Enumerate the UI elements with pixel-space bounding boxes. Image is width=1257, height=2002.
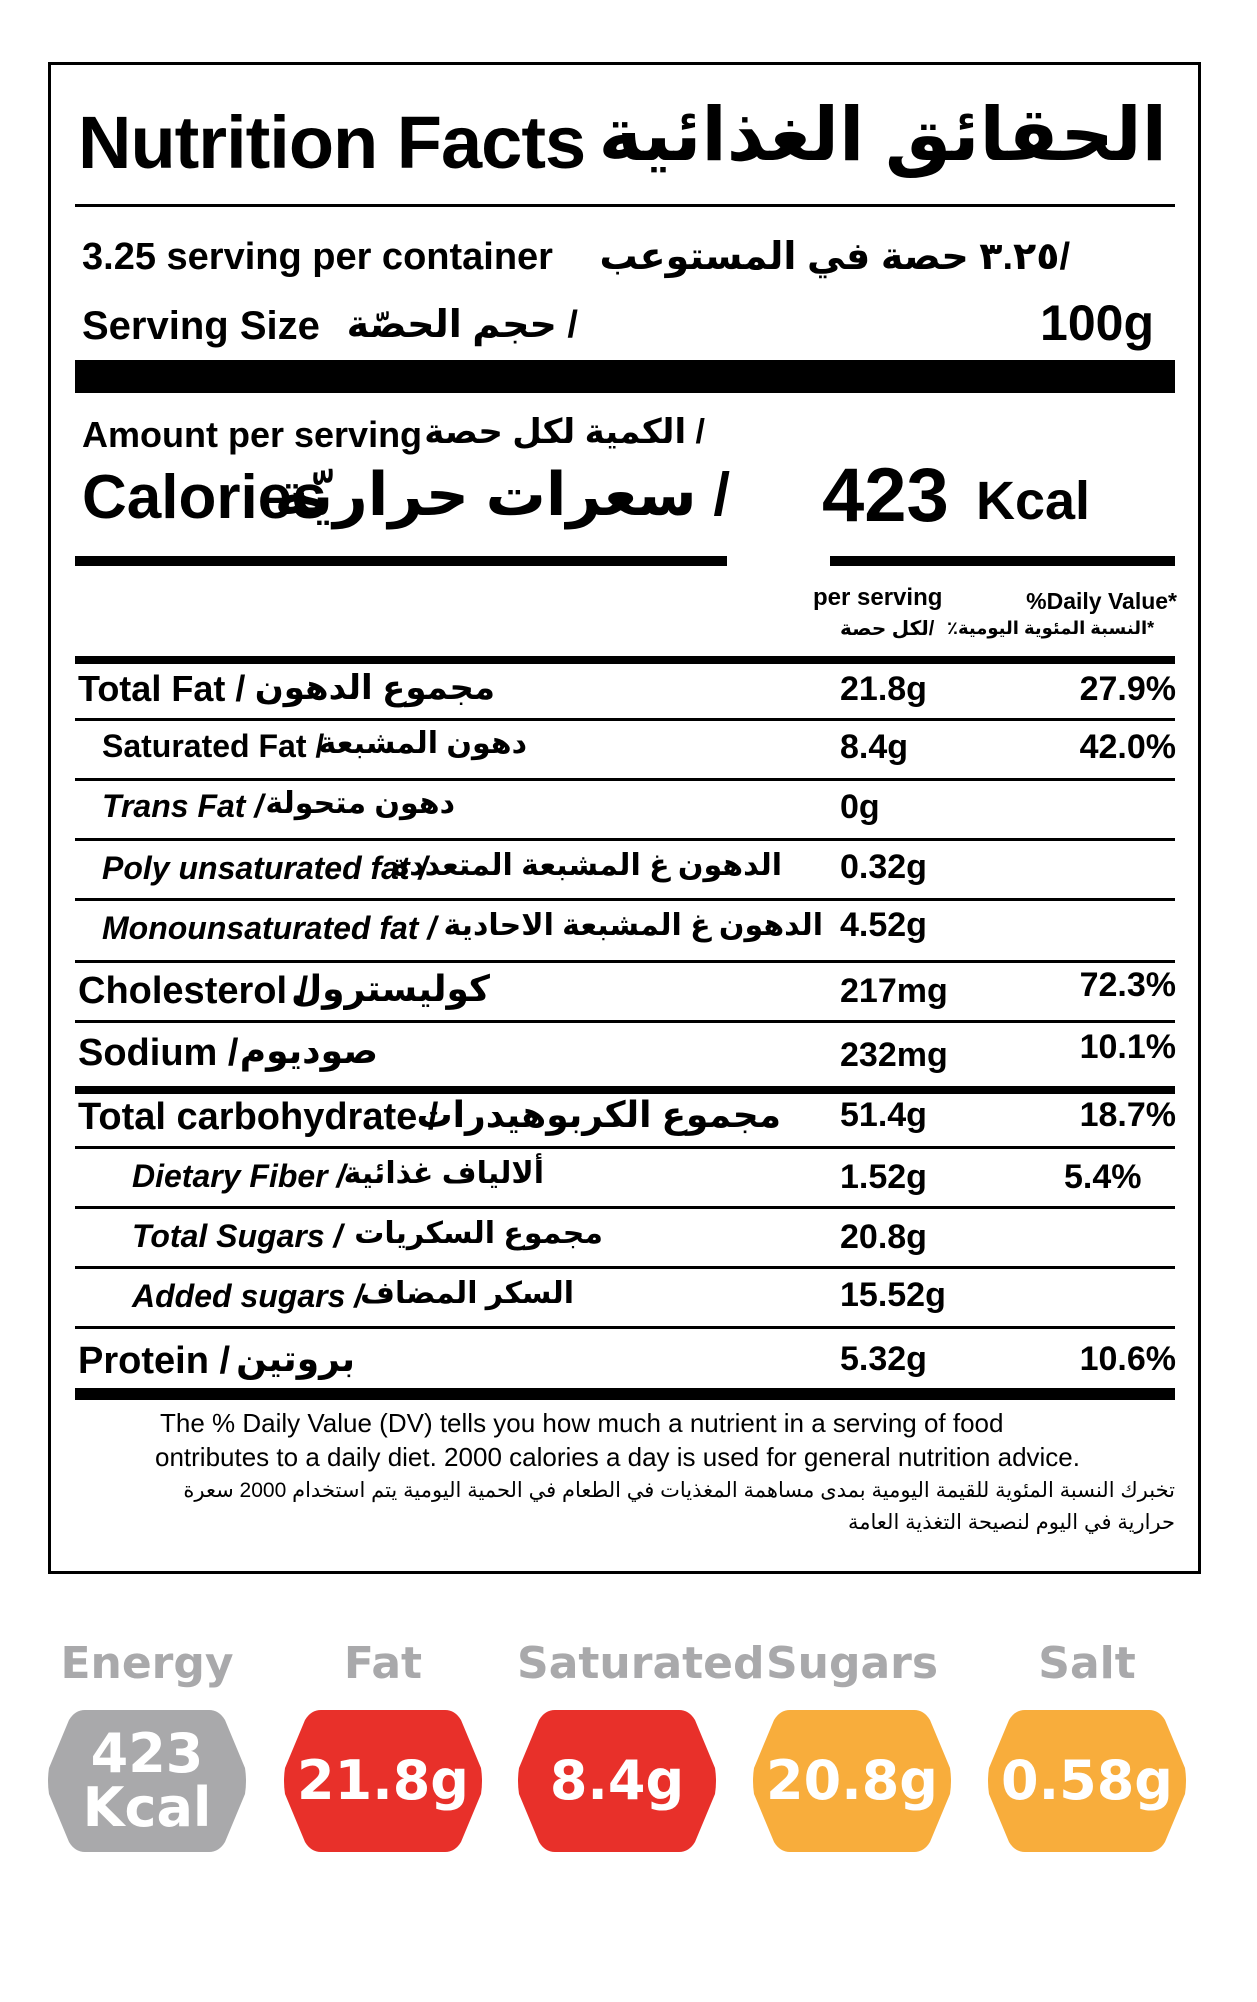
row-label-ar: كوليسترول (290, 968, 490, 1009)
saturated-value: 8.4g (549, 1749, 685, 1812)
row-dv: 27.9% (1079, 670, 1176, 708)
energy-label: Energy (60, 1638, 234, 1689)
row-label-ar: صوديوم (239, 1030, 378, 1071)
row-dv: 72.3% (1079, 966, 1176, 1004)
serving-size-label-en: Serving Size (82, 304, 320, 348)
row-amount: 51.4g (840, 1096, 927, 1134)
row-dv: 18.7% (1079, 1096, 1176, 1134)
row-label-en: Sodium / (78, 1032, 239, 1074)
servings-per-container-ar: /٣.٢٥ حصة في المستوعب (599, 236, 1070, 278)
row-label-ar: الدهون غ المشبعة الاحادية (443, 909, 823, 942)
calories-label-en: Calories (82, 463, 327, 532)
title-ar: الحقائق الغذائية (598, 93, 1167, 176)
saturated-label: Saturated (517, 1638, 765, 1689)
row-amount: 217mg (840, 972, 948, 1010)
calories-value: 423 (822, 453, 949, 538)
row-label-ar: دهون المشبعة (318, 727, 527, 760)
footnote-en-line1: The % Daily Value (DV) tells you how much a nutrient in a serving of food (160, 1408, 1004, 1438)
row-divider (75, 838, 1175, 841)
row-label-ar: مجموع السكريات (354, 1217, 603, 1250)
salt-badge (987, 1706, 1187, 1856)
row-label-en: Added sugars / (132, 1278, 364, 1314)
row-label-en: Dietary Fiber / (132, 1158, 346, 1194)
divider-calories-right (830, 556, 1175, 566)
row-label-ar: بروتين (236, 1338, 355, 1379)
row-label-ar: السكر المضاف (360, 1277, 574, 1310)
divider-calories-left (75, 556, 727, 566)
row-divider (75, 778, 1175, 781)
fat-label: Fat (343, 1638, 423, 1689)
row-label-en: Poly unsaturated fat / (102, 850, 428, 886)
row-label-en: Saturated Fat / (102, 728, 325, 764)
sugars-value: 20.8g (766, 1749, 938, 1812)
row-divider (75, 1206, 1175, 1209)
row-label-ar: ألالياف غذائية (343, 1157, 544, 1190)
sugars-badge (752, 1706, 952, 1856)
footnote-ar-line2: حرارية في اليوم لنصيحة التغذية العامة (848, 1511, 1175, 1534)
row-divider (75, 1020, 1175, 1023)
row-dv: 5.4% (1064, 1158, 1142, 1196)
row-label-en: Monounsaturated fat / (102, 910, 437, 946)
salt-value: 0.58g (1001, 1749, 1173, 1812)
row-label-en: Total Fat / (78, 668, 246, 709)
row-divider (75, 1146, 1175, 1149)
row-divider (75, 1326, 1175, 1329)
salt-label: Salt (1038, 1638, 1136, 1689)
divider-thick (75, 360, 1175, 393)
row-label-en: Total carbohydrate / (78, 1096, 439, 1138)
row-amount: 15.52g (840, 1276, 946, 1314)
calories-unit: Kcal (976, 471, 1091, 531)
row-label-ar: مجموع الكربوهيدرات (416, 1094, 781, 1135)
row-divider (75, 960, 1175, 963)
row-divider (75, 1086, 1175, 1094)
energy-badge (47, 1706, 247, 1856)
row-amount: 1.52g (840, 1158, 927, 1196)
col-dv-en: %Daily Value* (1026, 588, 1177, 614)
sugars-label: Sugars (765, 1638, 939, 1689)
row-dv: 10.6% (1079, 1340, 1176, 1378)
title-en: Nutrition Facts (78, 101, 586, 184)
col-per-serving-ar: /لكل حصة (840, 618, 935, 640)
footnote-en-line2: ontributes to a daily diet. 2000 calories a day is used for general nutrition advice. (155, 1442, 1080, 1472)
row-amount: 4.52g (840, 906, 927, 944)
row-amount: 21.8g (840, 670, 927, 708)
serving-size-value: 100g (1040, 295, 1154, 351)
row-amount: 20.8g (840, 1218, 927, 1256)
row-divider (75, 718, 1175, 721)
col-per-serving-en: per serving (813, 584, 943, 611)
energy-value: 423 Kcal (82, 1722, 212, 1839)
col-dv-ar: *النسبة المئوية اليومية٪ (947, 618, 1155, 638)
row-label-en: Trans Fat / (102, 788, 264, 824)
row-amount: 0g (840, 788, 880, 826)
row-label-en: Cholesterol / (78, 970, 309, 1012)
row-dv: 42.0% (1079, 728, 1176, 766)
row-amount: 232mg (840, 1036, 948, 1074)
servings-per-container-en: 3.25 serving per container (82, 236, 553, 278)
row-label-ar: مجموع الدهون (254, 669, 495, 707)
calories-label-ar: / سعرات حراريّة (274, 461, 730, 528)
row-amount: 0.32g (840, 848, 927, 886)
divider-thin (75, 204, 1175, 207)
row-label-ar: الدهون غ المشبعة المتعددة (391, 849, 782, 882)
row-divider (75, 1266, 1175, 1269)
row-amount: 5.32g (840, 1340, 927, 1378)
serving-size-label-ar: / حجم الحصّة (346, 304, 578, 346)
fat-badge (283, 1706, 483, 1856)
row-amount: 8.4g (840, 728, 909, 766)
divider-footer (75, 1388, 1175, 1400)
row-label-ar: دهون متحولة (265, 787, 455, 820)
row-divider (75, 898, 1175, 901)
amount-per-serving-en: Amount per serving (82, 414, 423, 455)
fat-value: 21.8g (297, 1749, 469, 1812)
amount-per-serving-ar: / الكمية لكل حصة (424, 413, 705, 451)
footnote-ar-line1: تخبرك النسبة المئوية للقيمة اليومية بمدى مساهمة المغذيات في الطعام في الحمية اليومية يتم استخدام 2000 سعرة (183, 1479, 1175, 1502)
row-label-en: Protein / (78, 1340, 231, 1382)
row-dv: 10.1% (1079, 1028, 1176, 1066)
saturated-badge (517, 1706, 717, 1856)
divider-header (75, 656, 1175, 664)
row-label-en: Total Sugars / (132, 1218, 343, 1254)
